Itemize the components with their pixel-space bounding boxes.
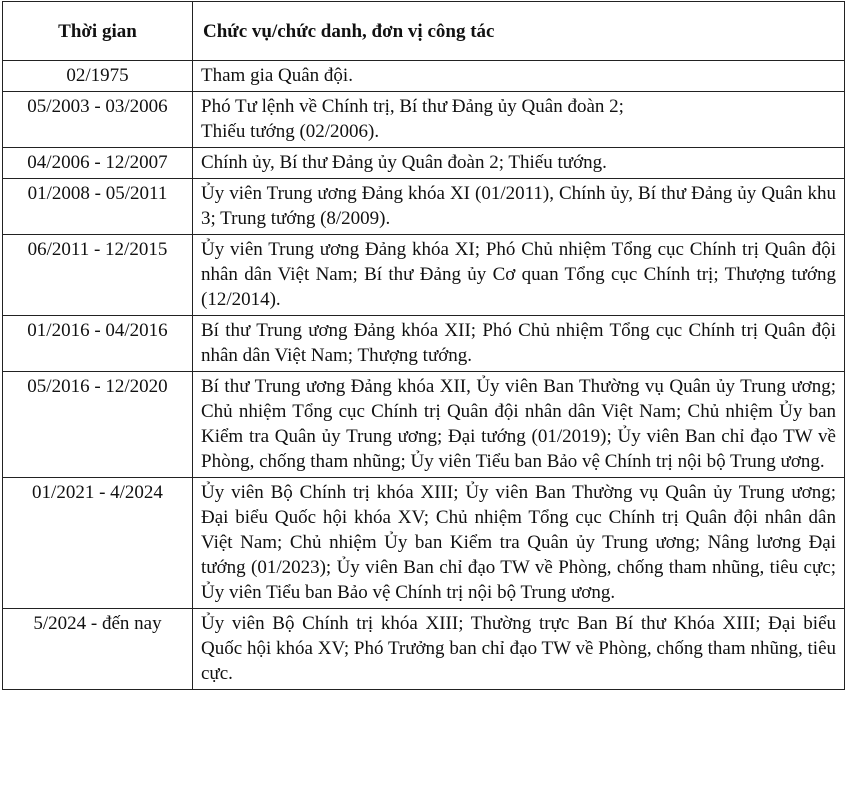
row-role: Bí thư Trung ương Đảng khóa XII; Phó Chủ nhiệm Tổng cục Chính trị Quân đội nhân dân Việt Nam; Thượng tướng. [193,316,845,372]
header-row [3,2,845,61]
table-row [3,478,845,609]
row-role: Ủy viên Trung ương Đảng khóa XI; Phó Chủ nhiệm Tổng cục Chính trị Quân đội nhân dân Việt Nam; Bí thư Đảng ủy Cơ quan Tổng cục Chính trị; Thượng tướng (12/2014). [193,235,845,316]
row-time: 5/2024 - đến nay [3,609,193,690]
table-row [3,316,845,372]
row-time: 05/2016 - 12/2020 [3,372,193,478]
table-row [3,235,845,316]
table-row [3,372,845,478]
row-role: Phó Tư lệnh về Chính trị, Bí thư Đảng ủy Quân đoàn 2; Thiếu tướng (02/2006). [193,92,845,148]
table-row [3,179,845,235]
row-time: 04/2006 - 12/2007 [3,148,193,179]
table-row [3,148,845,179]
header-time: Thời gian [3,2,193,61]
table-header [3,2,845,61]
row-time: 01/2008 - 05/2011 [3,179,193,235]
row-time: 02/1975 [3,61,193,92]
row-role: Bí thư Trung ương Đảng khóa XII, Ủy viên Ban Thường vụ Quân ủy Trung ương; Chủ nhiệm Tổng cục Chính trị Quân đội nhân dân Việt Nam; Chủ nhiệm Ủy ban Kiểm tra Quân ủy Trung ương; Đại tướng (01/2019); Ủy viên Ban chỉ đạo TW về Phòng, chống tham nhũng; Ủy viên Tiểu ban Bảo vệ Chính trị nội bộ Trung ương. [193,372,845,478]
row-role: Chính ủy, Bí thư Đảng ủy Quân đoàn 2; Thiếu tướng. [193,148,845,179]
row-time: 01/2016 - 04/2016 [3,316,193,372]
table-row [3,92,845,148]
career-table [2,1,845,690]
row-role: Ủy viên Trung ương Đảng khóa XI (01/2011), Chính ủy, Bí thư Đảng ủy Quân khu 3; Trung tướng (8/2009). [193,179,845,235]
row-time: 01/2021 - 4/2024 [3,478,193,609]
header-role: Chức vụ/chức danh, đơn vị công tác [193,2,845,61]
table-row [3,609,845,690]
table-row [3,61,845,92]
row-time: 05/2003 - 03/2006 [3,92,193,148]
row-role: Tham gia Quân đội. [193,61,845,92]
row-role: Ủy viên Bộ Chính trị khóa XIII; Ủy viên Ban Thường vụ Quân ủy Trung ương; Đại biểu Quốc hội khóa XV; Chủ nhiệm Tổng cục Chính trị Quân đội nhân dân Việt Nam; Chủ nhiệm Ủy ban Kiểm tra Quân ủy Trung ương; Nâng lương Đại tướng (01/2023); Ủy viên Ban chỉ đạo TW về Phòng, chống tham nhũng, tiêu cực; Ủy viên Tiểu ban Bảo vệ Chính trị nội bộ Trung ương. [193,478,845,609]
row-role: Ủy viên Bộ Chính trị khóa XIII; Thường trực Ban Bí thư Khóa XIII; Đại biểu Quốc hội khóa XV; Phó Trưởng ban chỉ đạo TW về Phòng, chống tham nhũng, tiêu cực. [193,609,845,690]
row-time: 06/2011 - 12/2015 [3,235,193,316]
table-body [3,61,845,690]
